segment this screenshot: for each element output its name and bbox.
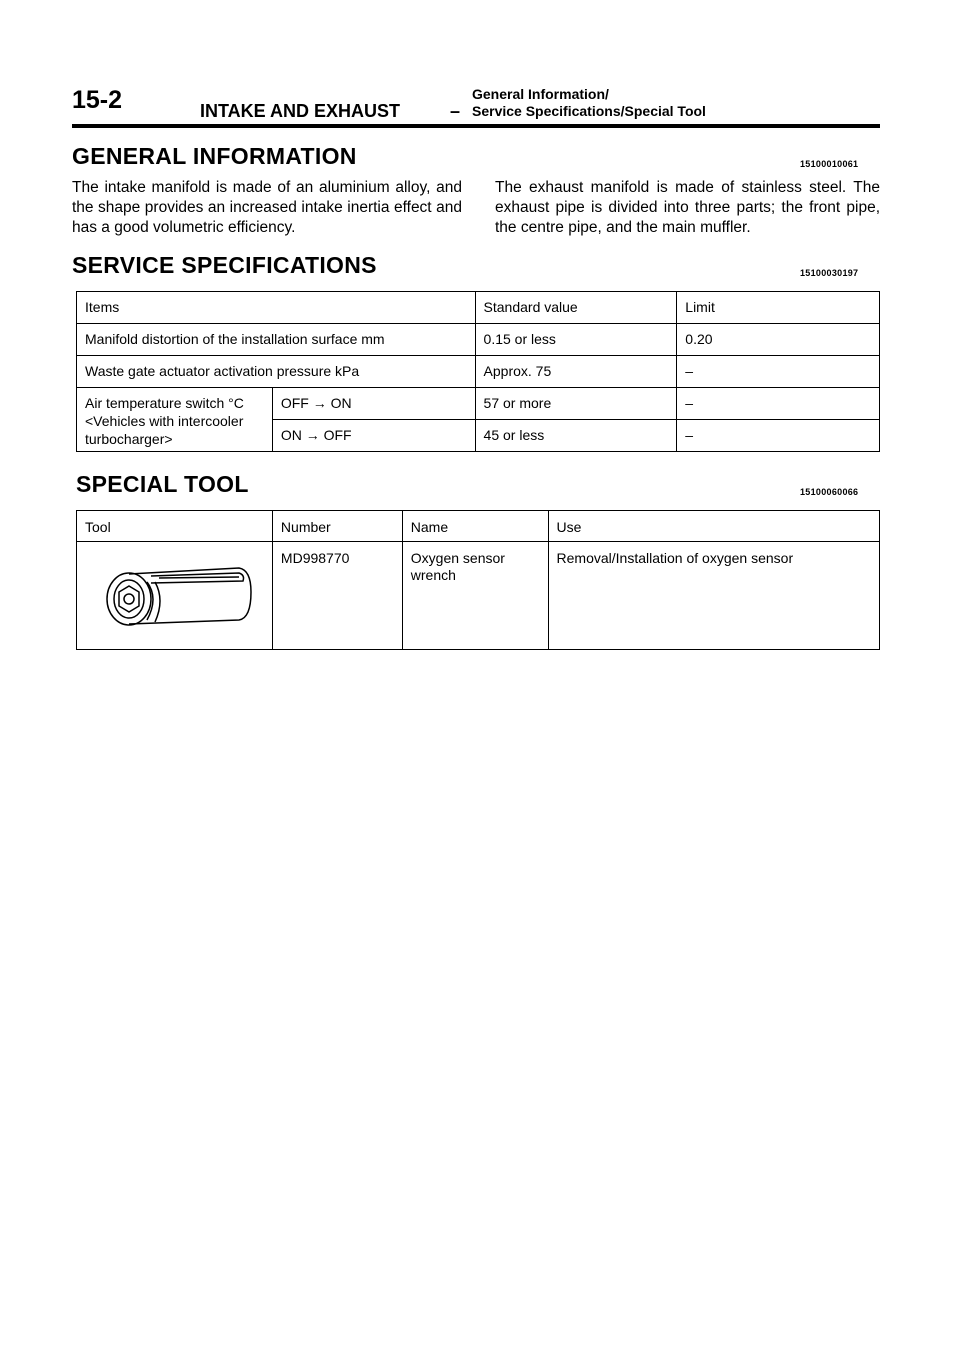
header-standard-value: Standard value xyxy=(475,292,677,324)
spec-limit: – xyxy=(677,420,880,452)
table-row xyxy=(77,292,880,324)
air-switch-line2: <Vehicles with intercooler xyxy=(85,413,244,429)
general-information-code: 15100010061 xyxy=(800,159,859,169)
special-tool-heading: SPECIAL TOOL xyxy=(76,471,249,497)
table-row xyxy=(77,324,880,356)
spec-standard-value: 45 or less xyxy=(475,420,677,452)
header-dash: – xyxy=(450,101,461,121)
header-number: Number xyxy=(272,511,402,542)
service-specifications-table xyxy=(76,291,880,452)
table-row xyxy=(77,356,880,388)
tool-number: MD998770 xyxy=(272,542,402,650)
spec-standard-value: Approx. 75 xyxy=(475,356,677,388)
special-tool-code: 15100060066 xyxy=(800,487,859,497)
spec-condition: OFF → ON xyxy=(272,388,475,420)
spec-condition: ON → OFF xyxy=(272,420,475,452)
header-subtitle-line1: General Information/ xyxy=(472,86,609,102)
header-tool: Tool xyxy=(77,511,273,542)
table-row xyxy=(77,388,880,420)
spec-item: Manifold distortion of the installation surface mm xyxy=(77,324,476,356)
spec-standard-value: 0.15 or less xyxy=(475,324,677,356)
header-name: Name xyxy=(402,511,548,542)
special-tool-table xyxy=(76,510,880,650)
spec-standard-value: 57 or more xyxy=(475,388,677,420)
header-items: Items xyxy=(77,292,476,324)
header-subtitle-line2: Service Specifications/Special Tool xyxy=(472,103,706,119)
service-specifications-heading: SERVICE SPECIFICATIONS xyxy=(72,252,377,278)
service-specifications-code: 15100030197 xyxy=(800,268,859,278)
spec-item: Waste gate actuator activation pressure kPa xyxy=(77,356,476,388)
tool-name: Oxygen sensor wrench xyxy=(402,542,548,650)
general-left-paragraph: The intake manifold is made of an aluminium alloy, and the shape provides an increased intake inertia effect and has a good volumetric efficiency. xyxy=(72,179,462,236)
page-number: 15-2 xyxy=(72,86,123,114)
header-use: Use xyxy=(548,511,879,542)
table-row xyxy=(77,511,880,542)
spec-limit: – xyxy=(677,388,880,420)
air-switch-line3: turbocharger> xyxy=(85,431,173,447)
tool-use: Removal/Installation of oxygen sensor xyxy=(548,542,879,650)
general-right-paragraph: The exhaust manifold is made of stainless steel. The exhaust pipe is divided into three parts; the front pipe, the centre pipe, and the main muffler. xyxy=(495,179,880,236)
tool-illustration-cell xyxy=(77,542,273,650)
header-rule xyxy=(72,124,880,128)
spec-limit: – xyxy=(677,356,880,388)
spec-item-air-temperature-switch xyxy=(77,388,273,452)
air-switch-line1: Air temperature switch °C xyxy=(85,395,244,411)
general-information-heading: GENERAL INFORMATION xyxy=(72,143,357,169)
section-title: INTAKE AND EXHAUST xyxy=(200,101,401,121)
header-limit: Limit xyxy=(677,292,880,324)
spec-limit: 0.20 xyxy=(677,324,880,356)
table-row xyxy=(77,542,880,650)
oxygen-sensor-wrench-icon xyxy=(89,546,259,642)
